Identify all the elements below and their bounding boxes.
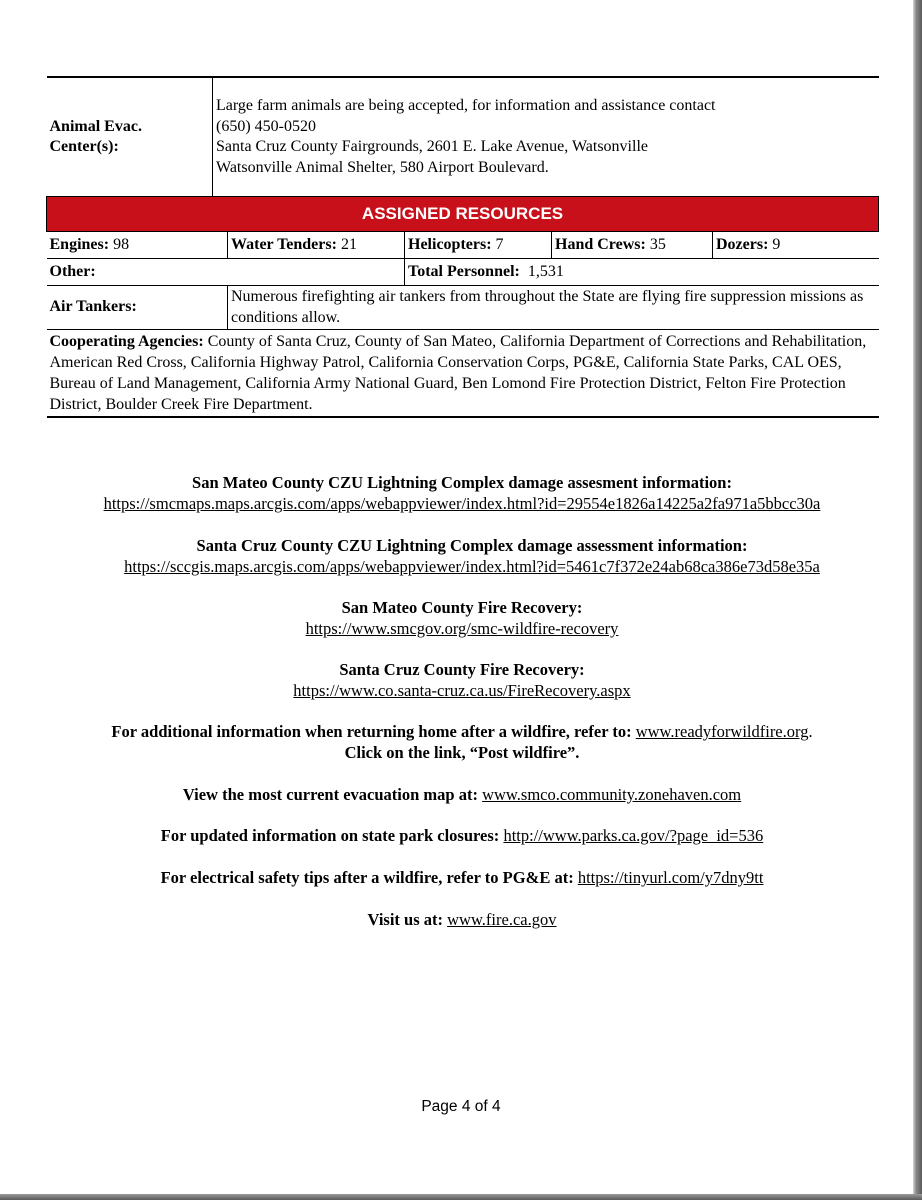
park-closures-text: For updated information on state park closures: bbox=[160, 826, 500, 845]
park-closures-block bbox=[46, 825, 878, 846]
resources-header-row bbox=[47, 197, 879, 232]
scc-recovery-title: Santa Cruz County Fire Recovery: bbox=[339, 660, 585, 679]
evac-line: Santa Cruz County Fairgrounds, 2601 E. Lake Avenue, Watsonville bbox=[216, 138, 648, 155]
total-personnel-value: 1,531 bbox=[527, 262, 564, 280]
evac-map-block bbox=[46, 784, 878, 805]
smc-damage-link[interactable]: https://smcmaps.maps.arcgis.com/apps/webappviewer/index.html?id=29554e1826a14225a2fa971a5bbcc30a bbox=[103, 494, 821, 513]
air-tankers-label: Air Tankers: bbox=[47, 286, 228, 330]
pge-link[interactable]: https://tinyurl.com/y7dny9tt bbox=[577, 868, 764, 887]
smc-damage-title: San Mateo County CZU Lightning Complex damage assesment information: bbox=[192, 473, 732, 492]
dozers-value: 9 bbox=[772, 235, 781, 253]
smc-recovery-title: San Mateo County Fire Recovery: bbox=[341, 598, 583, 617]
evac-line: Watsonville Animal Shelter, 580 Airport Boulevard. bbox=[216, 158, 549, 176]
visit-block bbox=[46, 909, 878, 930]
scc-damage-link[interactable]: https://sccgis.maps.arcgis.com/apps/webappviewer/index.html?id=5461c7f372e24ab68ca386e73d58e35a bbox=[124, 557, 820, 576]
readyforwildfire-link[interactable]: www.readyforwildfire.org bbox=[635, 722, 809, 741]
engines-value: 98 bbox=[113, 235, 130, 253]
evac-map-text: View the most current evacuation map at: bbox=[182, 785, 478, 804]
helicopters-value: 7 bbox=[495, 235, 504, 253]
page-edge-right bbox=[913, 0, 922, 1200]
resources-counts-row bbox=[47, 232, 879, 259]
smc-recovery-block bbox=[46, 597, 878, 639]
page-edge-bottom bbox=[0, 1194, 922, 1200]
page-number: Page 4 of 4 bbox=[421, 1098, 501, 1115]
visit-text: Visit us at: bbox=[367, 910, 443, 929]
hand-crews-cell: Hand Crews: 35 bbox=[552, 232, 713, 259]
scc-recovery-block bbox=[46, 659, 878, 701]
water-tenders-value: 21 bbox=[340, 235, 357, 253]
total-personnel-cell: Total Personnel: 1,531 bbox=[405, 259, 879, 286]
evac-phone: (650) 450-0520 bbox=[216, 117, 316, 135]
cooperating-text: County of Santa Cruz, County of San Mateo, California Department of Corrections and Rehabilitation, American Red Cross, California Highway Patrol, California Conservation Corps, PG&E, California State Parks, CAL OES, Bureau of Land Management, California Army National Guard, Ben Lomond Fire Protection District, Felton Fire Protection District, Boulder Creek Fire Department. bbox=[49, 333, 867, 413]
scc-damage-block bbox=[46, 535, 878, 577]
helicopters-cell: Helicopters: 7 bbox=[405, 232, 552, 259]
other-personnel-row bbox=[47, 259, 879, 286]
cooperating-row bbox=[47, 330, 879, 418]
incident-info-table bbox=[46, 76, 879, 418]
returning-home-text: For additional information when returning home after a wildfire, refer to: bbox=[111, 722, 632, 741]
animal-evac-row bbox=[47, 77, 879, 197]
engines-cell: Engines: 98 bbox=[47, 232, 228, 259]
water-tenders-cell: Water Tenders: 21 bbox=[228, 232, 405, 259]
smc-recovery-link[interactable]: https://www.smcgov.org/smc-wildfire-recovery bbox=[305, 619, 619, 638]
returning-home-block: For additional information when returning home after a wildfire, refer to: www.readyforwildfire.org. Click on the link, “Post wildfire”. bbox=[46, 721, 878, 763]
hand-crews-value: 35 bbox=[649, 235, 666, 253]
smc-damage-block bbox=[46, 472, 878, 514]
scc-damage-title: Santa Cruz County CZU Lightning Complex damage assessment information: bbox=[196, 536, 748, 555]
post-wildfire-note: Click on the link, “Post wildfire”. bbox=[344, 743, 580, 762]
animal-evac-label: Animal Evac. Center(s): bbox=[47, 77, 213, 197]
fire-ca-gov-link[interactable]: www.fire.ca.gov bbox=[447, 910, 557, 929]
park-closures-link[interactable]: http://www.parks.ca.gov/?page_id=536 bbox=[503, 826, 764, 845]
evac-line: Large farm animals are being accepted, for information and assistance contact bbox=[216, 97, 716, 114]
scc-recovery-link[interactable]: https://www.co.santa-cruz.ca.us/FireRecovery.aspx bbox=[293, 681, 631, 700]
animal-evac-details bbox=[213, 77, 879, 197]
air-tankers-row bbox=[47, 286, 879, 330]
other-cell: Other: bbox=[47, 259, 405, 286]
air-tankers-text: Numerous firefighting air tankers from throughout the State are flying fire suppression missions as conditions allow. bbox=[228, 286, 879, 330]
electrical-text: For electrical safety tips after a wildfire, refer to PG&E at: bbox=[160, 868, 574, 887]
cooperating-agencies bbox=[47, 330, 879, 418]
electrical-block bbox=[46, 867, 878, 888]
evac-map-link[interactable]: www.smco.community.zonehaven.com bbox=[482, 785, 742, 804]
dozers-cell: Dozers: 9 bbox=[713, 232, 879, 259]
assigned-resources-header: ASSIGNED RESOURCES bbox=[47, 197, 879, 232]
cooperating-label: Cooperating Agencies: bbox=[49, 333, 204, 350]
